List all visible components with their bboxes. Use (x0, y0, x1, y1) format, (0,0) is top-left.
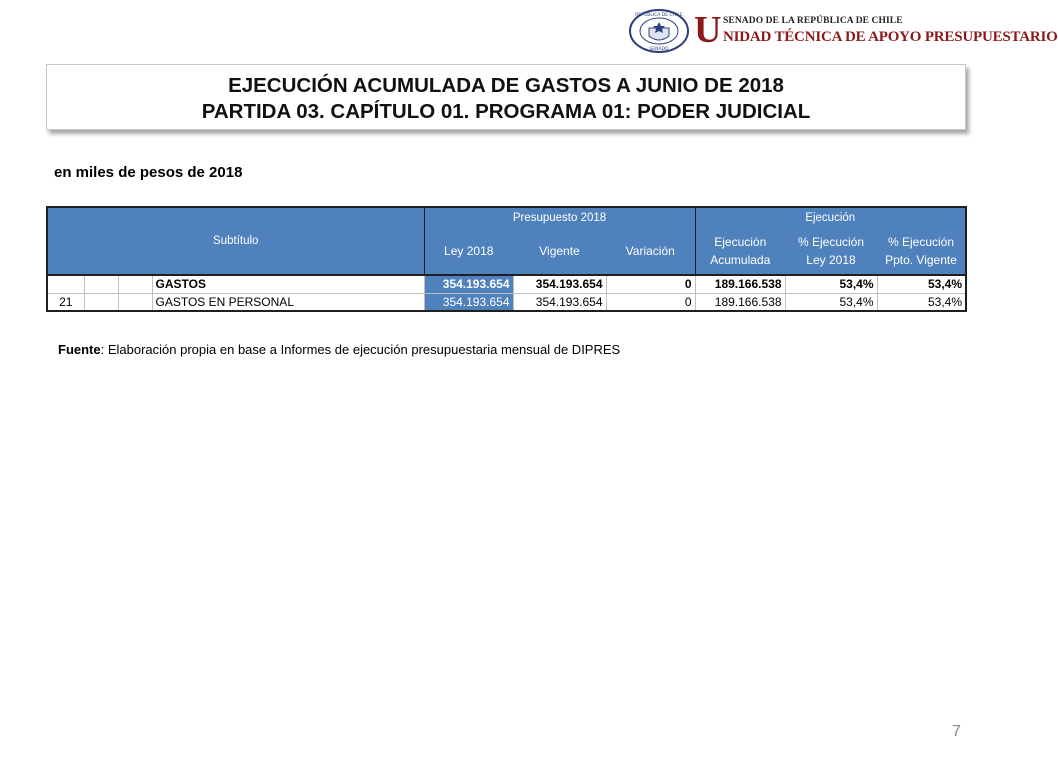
ley-header: Ley 2018 (424, 227, 513, 275)
source-text: : Elaboración propia en base a Informes de ejecución presupuestaria mensual de DIPRES (100, 342, 621, 357)
logo-senado-text: SENADO DE LA REPÚBLICA DE CHILE (723, 16, 903, 26)
cell-vigente: 354.193.654 (513, 293, 606, 311)
cell-pct-ley: 53,4% (785, 293, 877, 311)
variacion-header: Variación (606, 227, 695, 275)
table-row (47, 293, 966, 311)
pct-ley-header: % Ejecución Ley 2018 (785, 227, 877, 275)
ejec-acum-header: Ejecución Acumulada (695, 227, 785, 275)
cell-ejecucion: 189.166.538 (695, 275, 785, 293)
cell-ejecucion: 189.166.538 (695, 293, 785, 311)
cell-variacion: 0 (606, 275, 695, 293)
svg-text:REPÚBLICA DE CHILE: REPÚBLICA DE CHILE (635, 13, 683, 18)
cell-asig (118, 293, 152, 311)
cell-asig (118, 275, 152, 293)
cell-pct-vigente: 53,4% (877, 275, 966, 293)
source-label: Fuente (58, 342, 101, 357)
budget-table (46, 206, 967, 312)
cell-vigente: 354.193.654 (513, 275, 606, 293)
unit-logo (628, 8, 1058, 56)
title-line-1: EJECUCIÓN ACUMULADA DE GASTOS A JUNIO DE 2018 (228, 74, 784, 97)
units-label: en miles de pesos de 2018 (54, 164, 243, 181)
senate-seal-icon (628, 8, 690, 54)
logo-unidad-text: NIDAD TÉCNICA DE APOYO PRESUPUESTARIO (723, 29, 1058, 45)
title-box (46, 64, 966, 130)
subtitulo-header: Subtítulo (47, 207, 424, 275)
vigente-header: Vigente (513, 227, 606, 275)
page-number: 7 (952, 723, 961, 740)
svg-text:SENADO: SENADO (649, 47, 669, 52)
cell-variacion: 0 (606, 293, 695, 311)
presupuesto-group-header: Presupuesto 2018 (424, 207, 695, 227)
cell-pct-ley: 53,4% (785, 275, 877, 293)
logo-letter: U (694, 9, 722, 51)
cell-pct-vigente: 53,4% (877, 293, 966, 311)
title-line-2: PARTIDA 03. CAPÍTULO 01. PROGRAMA 01: PODER JUDICIAL (201, 100, 811, 123)
cell-sub (47, 275, 84, 293)
cell-sub: 21 (47, 293, 84, 311)
source-note (58, 342, 620, 357)
cell-ley: 354.193.654 (424, 275, 513, 293)
cell-desc: GASTOS (152, 275, 424, 293)
cell-ley: 354.193.654 (424, 293, 513, 311)
cell-desc: GASTOS EN PERSONAL (152, 293, 424, 311)
cell-item (84, 275, 118, 293)
cell-item (84, 293, 118, 311)
ejecucion-group-header: Ejecución (695, 207, 966, 227)
pct-vigente-header: % Ejecución Ppto. Vigente (877, 227, 966, 275)
table-row (47, 275, 966, 293)
